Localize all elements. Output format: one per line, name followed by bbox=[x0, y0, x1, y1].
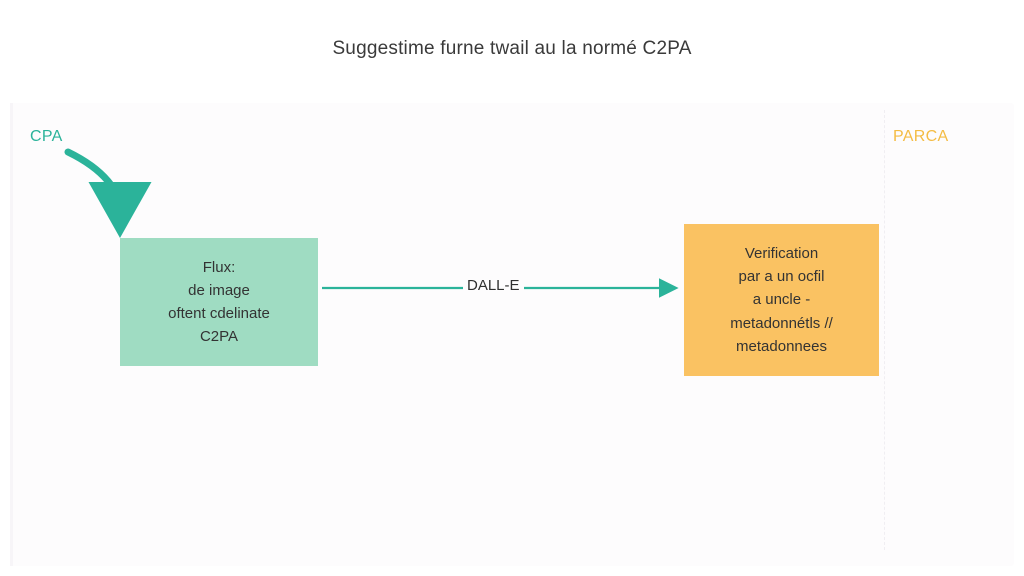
flux-node[interactable] bbox=[120, 238, 318, 366]
flux-node-line-2: de image bbox=[188, 281, 250, 299]
verification-node-line-1: Verification bbox=[744, 244, 819, 262]
verification-node-line-2: par a un ocfil bbox=[738, 268, 825, 286]
edge-label-dall-e: DALL-E bbox=[463, 277, 524, 294]
verification-node[interactable] bbox=[684, 224, 879, 376]
flux-node-line-4: C2PA bbox=[199, 328, 239, 346]
flux-node-line-3: oftent cdelinate bbox=[168, 305, 270, 322]
verification-node-line-3: a uncle - bbox=[752, 291, 811, 309]
lane-label-parca: PARCA bbox=[893, 128, 949, 145]
verification-node-line-5: metadonnees bbox=[736, 337, 827, 355]
page-title: Suggestime furne twail au la normé C2PA bbox=[332, 38, 692, 59]
lane-label-cpa: CPA bbox=[30, 128, 63, 145]
verification-node-line-4: metadonnétls // bbox=[730, 314, 833, 332]
entry-arrow bbox=[68, 152, 120, 210]
flux-node-line-1: Flux: bbox=[202, 258, 236, 276]
